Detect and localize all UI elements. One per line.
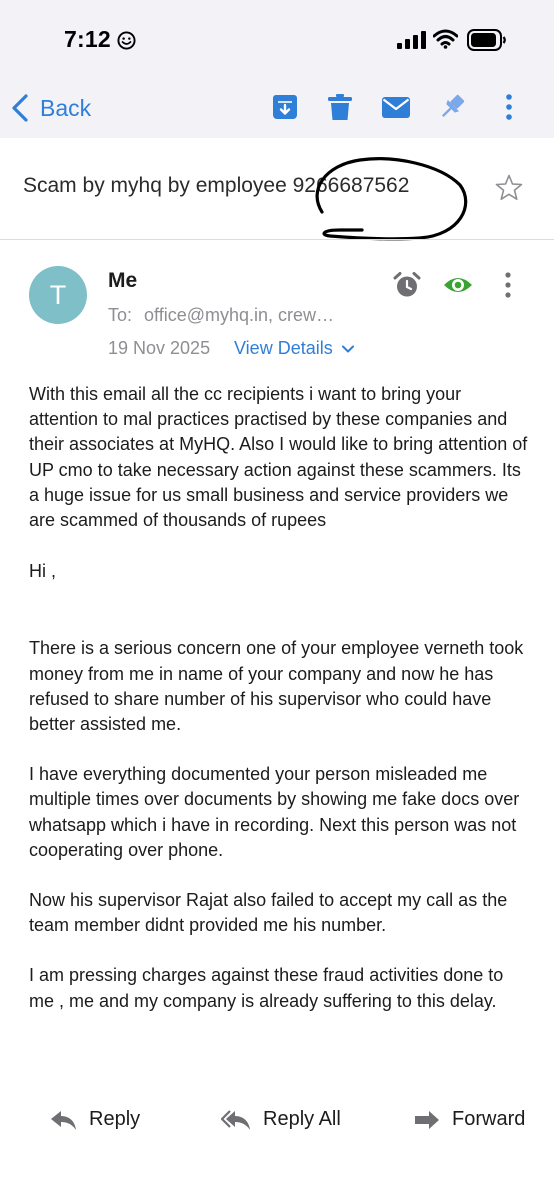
- email-body: [29, 382, 529, 1014]
- mail-icon[interactable]: [381, 92, 411, 122]
- star-icon[interactable]: [494, 173, 524, 203]
- forward-button[interactable]: [414, 1108, 525, 1131]
- back-button[interactable]: [10, 90, 91, 126]
- reply-all-button[interactable]: [221, 1108, 341, 1131]
- eye-icon[interactable]: [443, 271, 473, 299]
- smiley-face-icon: [117, 31, 136, 50]
- body-paragraph: I am pressing charges against these fraud activities done to me , me and my company is already suffering to this delay.: [29, 965, 504, 1011]
- to-label: To:: [108, 305, 133, 325]
- chevron-left-icon: [10, 93, 30, 123]
- wifi-icon: [433, 29, 458, 49]
- body-paragraph: There is a serious concern one of your employee verneth took money from me in name of your company and now he has refused to share number of his supervisor who could have better assisted me.: [29, 638, 524, 735]
- reply-icon: [50, 1109, 77, 1131]
- body-paragraph: Hi ,: [29, 561, 56, 582]
- reply-button[interactable]: [50, 1108, 140, 1131]
- trash-icon[interactable]: [325, 92, 355, 122]
- cellular-signal-icon: [397, 31, 426, 49]
- recipients-value: office@myhq.in, crew…: [144, 305, 335, 325]
- nav-bar: [0, 80, 554, 138]
- more-vertical-icon[interactable]: [494, 92, 524, 122]
- recipients-line[interactable]: [108, 305, 334, 326]
- status-time: 7:12: [64, 26, 111, 52]
- body-paragraph: I have everything documented your person misleaded me multiple times over documents by showing me fake docs over whatsapp which i have in recording. Next this person was not cooperating over phone.: [29, 764, 520, 860]
- more-options-icon[interactable]: [498, 270, 518, 300]
- pin-icon[interactable]: [437, 92, 467, 122]
- header-divider: [0, 239, 554, 240]
- sender-name: Me: [108, 269, 138, 292]
- handwritten-scribble-overlay: [300, 150, 475, 250]
- forward-label: Forward: [452, 1108, 526, 1130]
- archive-icon[interactable]: [270, 92, 300, 122]
- view-details-link[interactable]: [234, 338, 355, 359]
- footer-bar: [0, 1087, 554, 1200]
- back-label: Back: [40, 94, 92, 121]
- email-subject: Scam by myhq by employee 9266687562: [23, 174, 410, 197]
- body-paragraph: With this email all the cc recipients i want to bring your attention to mal practices practised by these companies and their associates at MyHQ. Also I would like to bring attention of UP cmo to take necessary action against these scammers. Its a huge issue for us small business and service providers we are scammed of thousands of rupees: [29, 384, 528, 531]
- reply-label: Reply: [89, 1108, 141, 1130]
- reply-all-label: Reply All: [263, 1108, 341, 1130]
- status-bar: [0, 0, 554, 80]
- avatar: T: [29, 266, 87, 324]
- top-bar: [0, 0, 554, 138]
- view-details-label: View Details: [234, 338, 333, 358]
- battery-icon: [467, 29, 507, 51]
- alarm-clock-icon[interactable]: [393, 271, 421, 299]
- forward-icon: [414, 1109, 440, 1131]
- chevron-down-icon: [341, 344, 355, 354]
- reply-all-icon: [221, 1109, 251, 1131]
- sent-date: 19 Nov 2025: [108, 338, 211, 358]
- body-paragraph: Now his supervisor Rajat also failed to accept my call as the team member didnt provided me his number.: [29, 890, 508, 936]
